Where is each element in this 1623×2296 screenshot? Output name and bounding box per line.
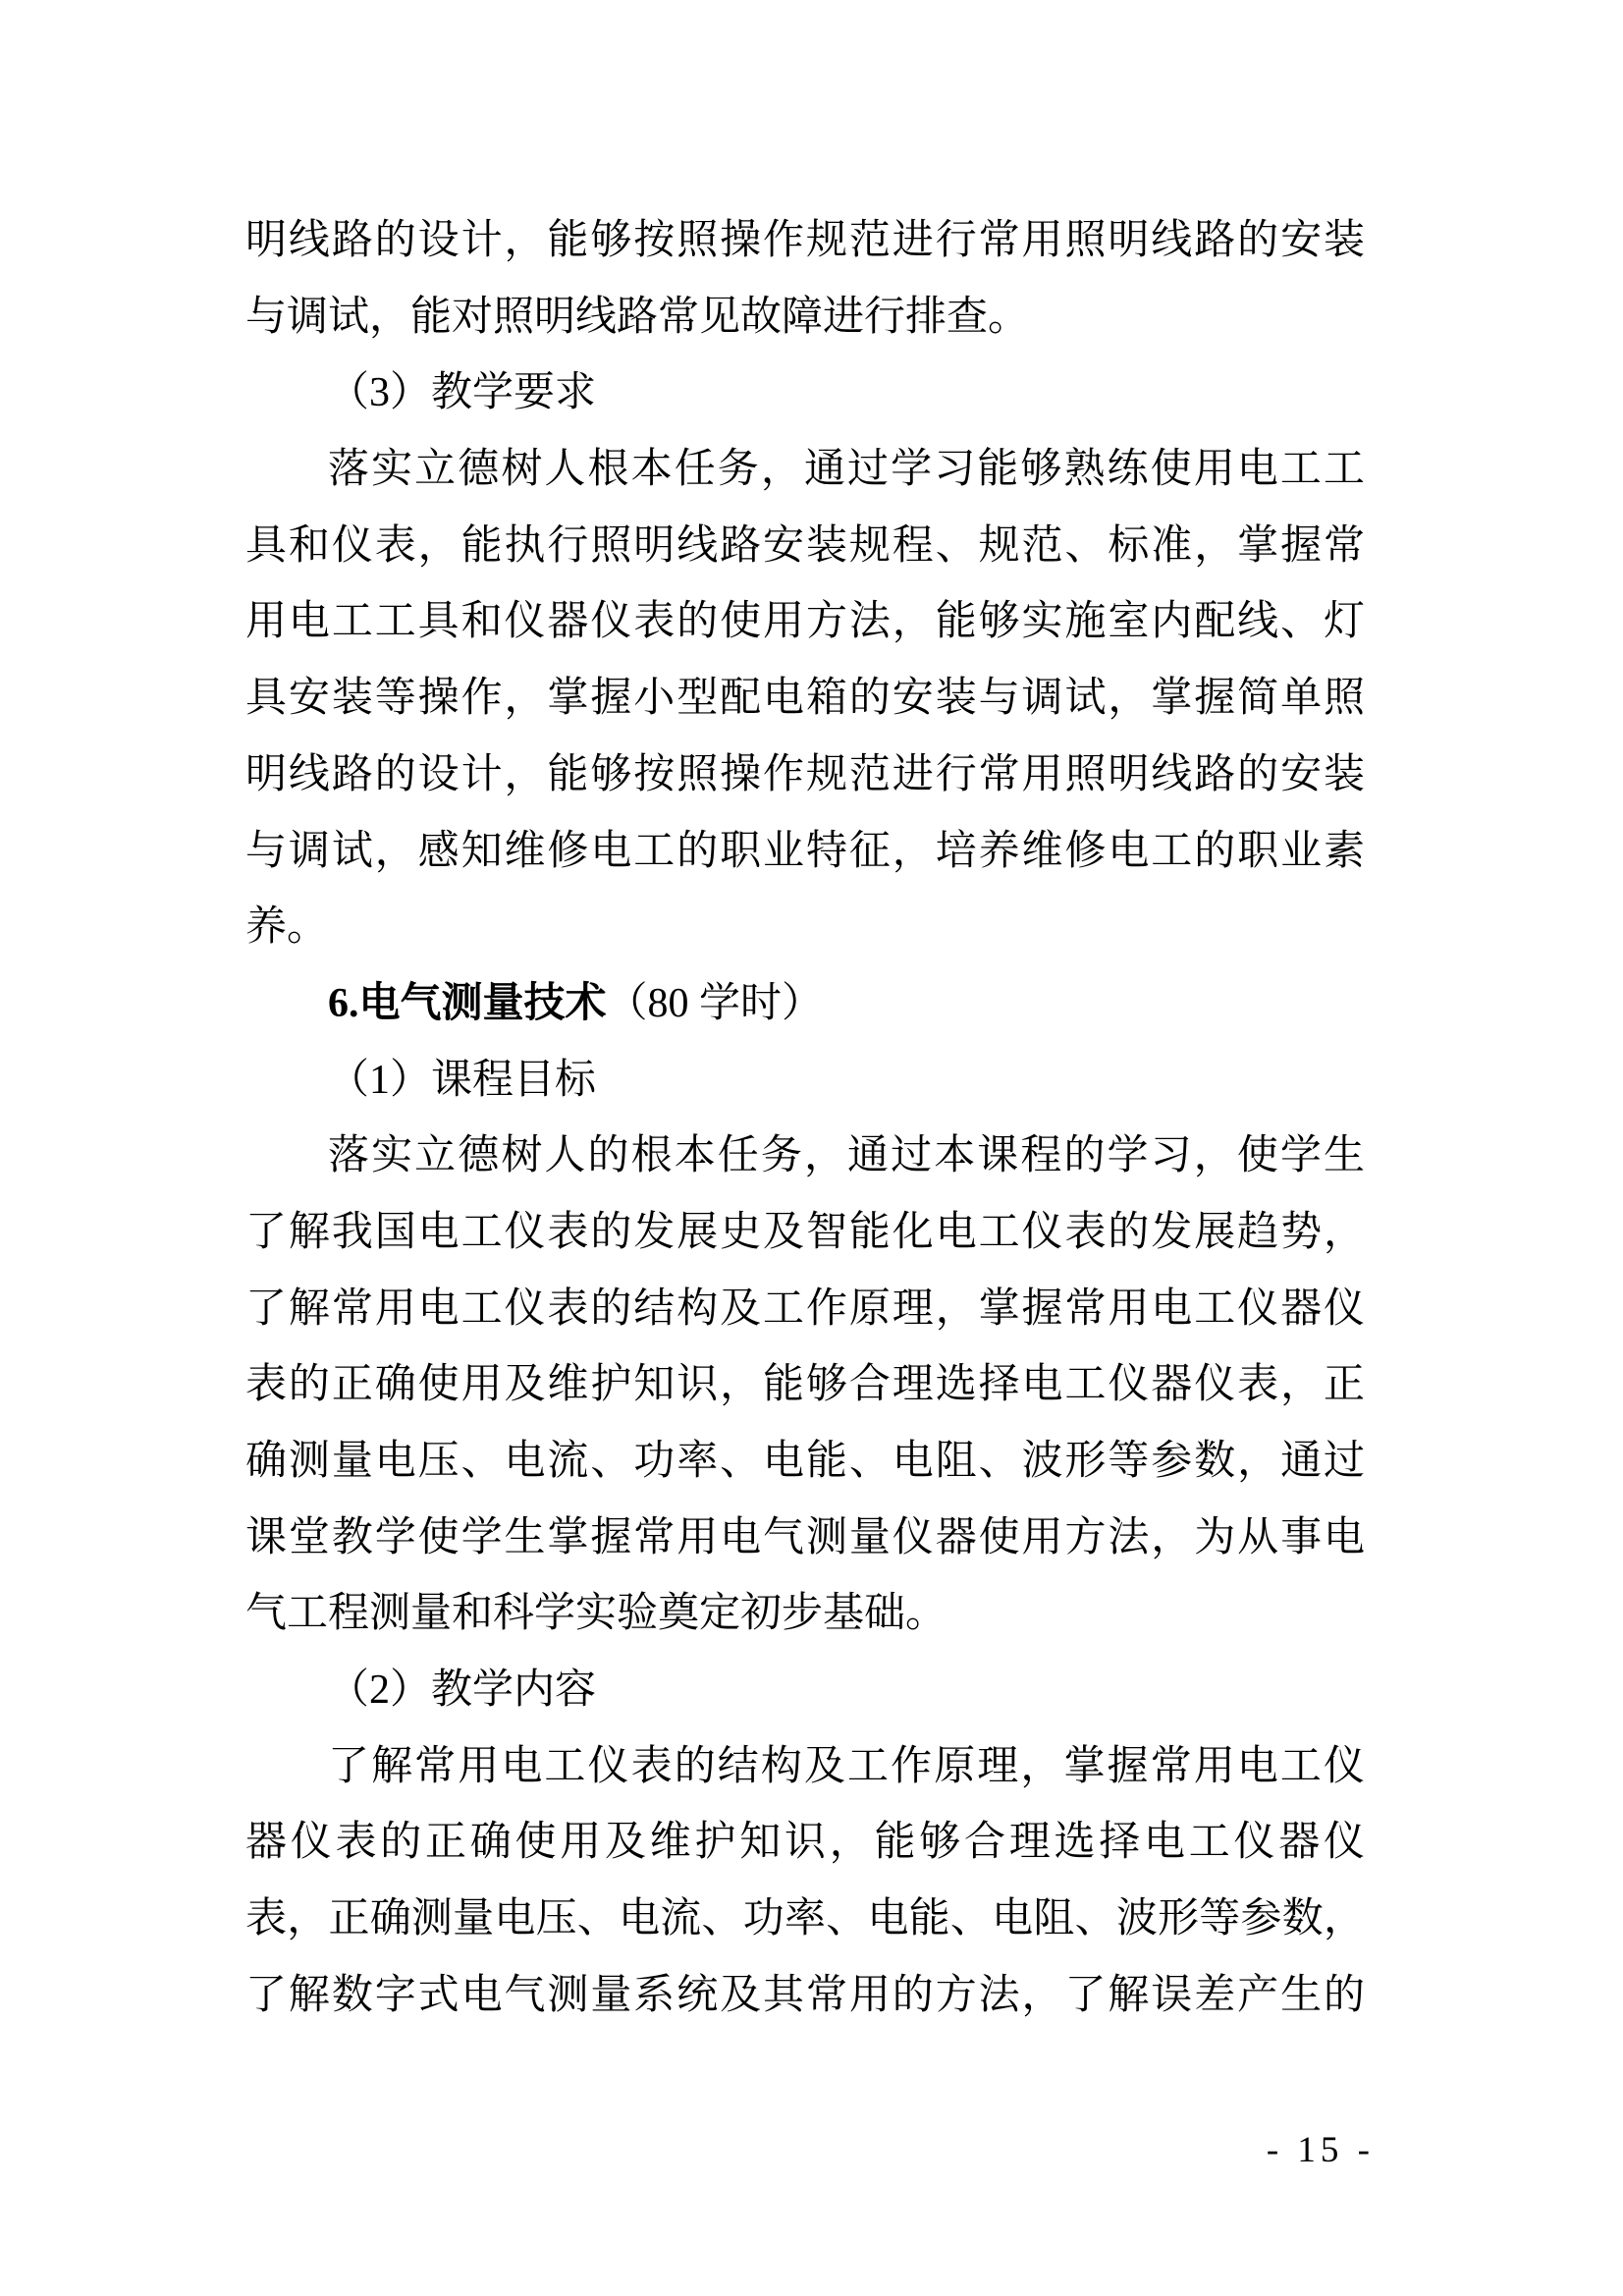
text-line: 用电工工具和仪器仪表的使用方法，能够实施室内配线、灯 <box>245 599 1365 645</box>
text-line: 了解常用电工仪表的结构及工作原理，掌握常用电工仪器仪 <box>245 1285 1365 1332</box>
text-line: 落实立德树人的根本任务，通过本课程的学习，使学生 <box>328 1133 1365 1179</box>
page-number: - 15 - <box>1266 2130 1375 2170</box>
text-line: 了解常用电工仪表的结构及工作原理，掌握常用电工仪 <box>328 1743 1365 1789</box>
text-line: 养。 <box>245 904 329 951</box>
text-line: 器仪表的正确使用及维护知识，能够合理选择电工仪器仪 <box>245 1820 1365 1866</box>
text-line: 与调试，感知维修电工的职业特征，培养维修电工的职业素 <box>245 828 1365 874</box>
text-line: 具和仪表，能执行照明线路安装规程、规范、标准，掌握常 <box>245 522 1365 569</box>
text-line: 确测量电压、电流、功率、电能、电阻、波形等参数，通过 <box>245 1439 1365 1484</box>
text-line: 表，正确测量电压、电流、功率、电能、电阻、波形等参数， <box>245 1896 1365 1942</box>
subsection-heading-teaching-content: （2）教学内容 <box>328 1667 597 1714</box>
text-line: 与调试，能对照明线路常见故障进行排查。 <box>245 294 1030 340</box>
heading-hours-text: （80 学时） <box>606 980 824 1026</box>
text-line: 了解我国电工仪表的发展史及智能化电工仪表的发展趋势， <box>245 1209 1365 1255</box>
text-line: 了解数字式电气测量系统及其常用的方法，了解误差产生的 <box>245 1972 1365 2018</box>
subsection-heading-teaching-requirements: （3）教学要求 <box>328 370 597 416</box>
text-line: 明线路的设计，能够按照操作规范进行常用照明线路的安装 <box>245 218 1365 263</box>
section-heading-electrical-measurement <box>245 966 1365 1043</box>
text-line: 气工程测量和科学实验奠定初步基础。 <box>245 1591 947 1637</box>
text-line: 课堂教学使学生掌握常用电气测量仪器使用方法，为从事电 <box>245 1514 1365 1560</box>
subsection-heading-course-objectives: （1）课程目标 <box>328 1057 597 1103</box>
text-line: 落实立德树人根本任务，通过学习能够熟练使用电工工 <box>328 447 1365 493</box>
text-line: 明线路的设计，能够按照操作规范进行常用照明线路的安装 <box>245 751 1365 797</box>
text-line: 表的正确使用及维护知识，能够合理选择电工仪器仪表，正 <box>245 1362 1365 1408</box>
heading-title-text: 6.电气测量技术 <box>328 980 607 1026</box>
page-body-text <box>245 203 1365 2035</box>
text-line: 具安装等操作，掌握小型配电箱的安装与调试，掌握简单照 <box>245 676 1365 722</box>
